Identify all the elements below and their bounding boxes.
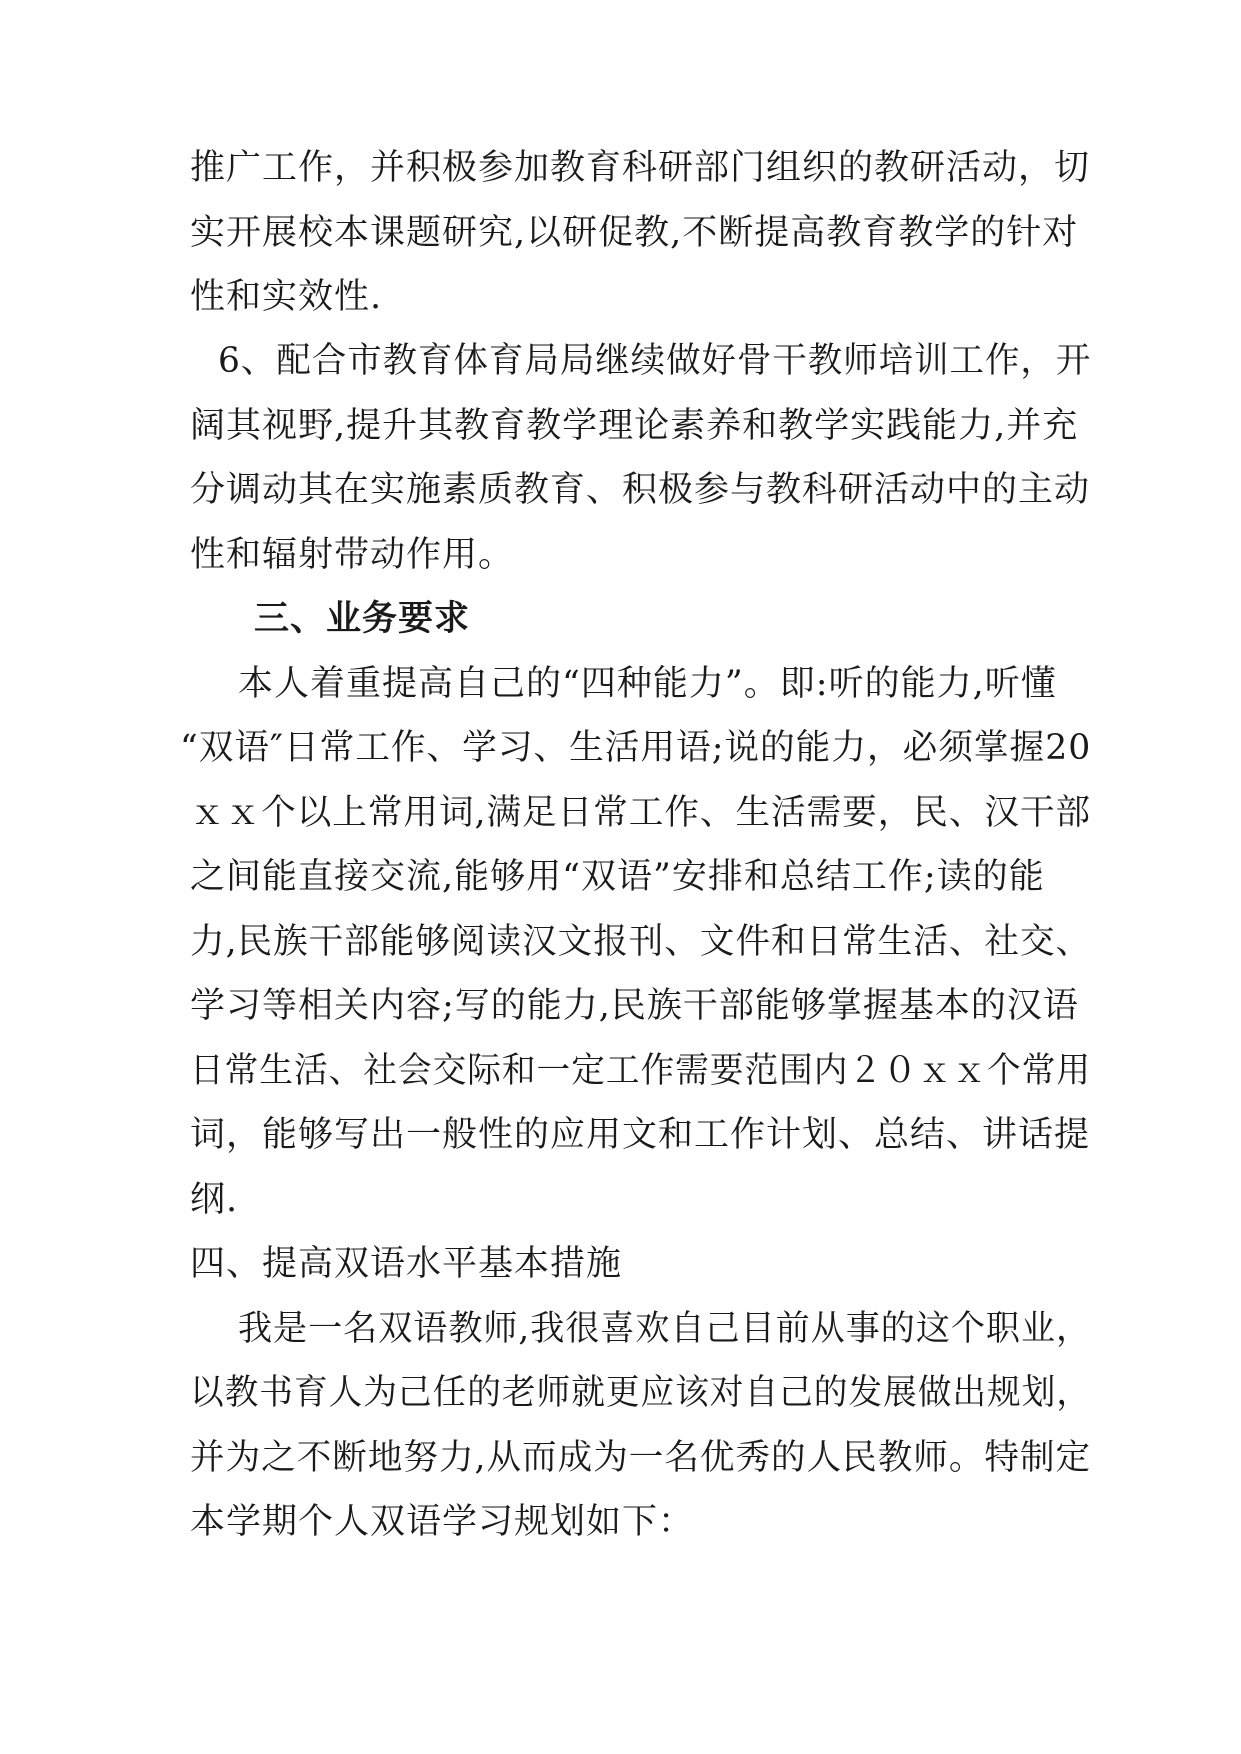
- section-heading-3: 三、业务要求: [254, 598, 471, 639]
- text-line: 性和辐射带动作用。: [190, 535, 515, 575]
- text-line: 日常生活、社会交际和一定工作需要范围内２０ｘｘ个常用: [190, 1051, 1092, 1091]
- paragraph-start: 本人着重提高自己的“四种能力”。即:听的能力,听懂: [238, 664, 1057, 704]
- text-line: 分调动其在实施素质教育、积极参与教科研活动中的主动: [190, 470, 1091, 510]
- text-line: 并为之不断地努力,从而成为一名优秀的人民教师。特制定: [190, 1438, 1092, 1478]
- list-item-6: 6、配合市教育体育局局继续做好骨干教师培训工作，开: [218, 341, 1092, 381]
- text-line: 力,民族干部能够阅读汉文报刊、文件和日常生活、社交、: [190, 922, 1092, 962]
- text-line: 词，能够写出一般性的应用文和工作计划、总结、讲话提: [190, 1115, 1091, 1155]
- text-line: 推广工作，并积极参加教育科研部门组织的教研活动，切: [190, 148, 1091, 188]
- text-line: “双语″日常工作、学习、生活用语;说的能力，必须掌握20: [180, 728, 1092, 768]
- text-line: 之间能直接交流,能够用“双语”安排和总结工作;读的能: [190, 857, 1045, 897]
- text-line: 本学期个人双语学习规划如下：: [190, 1502, 695, 1542]
- text-line: 阔其视野,提升其教育教学理论素养和教学实践能力,并充: [190, 406, 1079, 446]
- section-heading-4: 四、提高双语水平基本措施: [190, 1244, 623, 1284]
- text-line: 以教书育人为己任的老师就更应该对自己的发展做出规划，: [190, 1373, 1092, 1413]
- paragraph-start: 我是一名双语教师,我很喜欢自己目前从事的这个职业，: [238, 1309, 1092, 1349]
- text-line: 实开展校本课题研究,以研促教,不断提高教育教学的针对: [190, 213, 1079, 253]
- text-line: ｘｘ个以上常用词,满足日常工作、生活需要，民、汉干部: [190, 793, 1092, 833]
- text-line: 纲.: [190, 1180, 239, 1220]
- text-line: 学习等相关内容;写的能力,民族干部能够掌握基本的汉语: [190, 986, 1079, 1026]
- text-line: 性和实效性.: [190, 277, 383, 317]
